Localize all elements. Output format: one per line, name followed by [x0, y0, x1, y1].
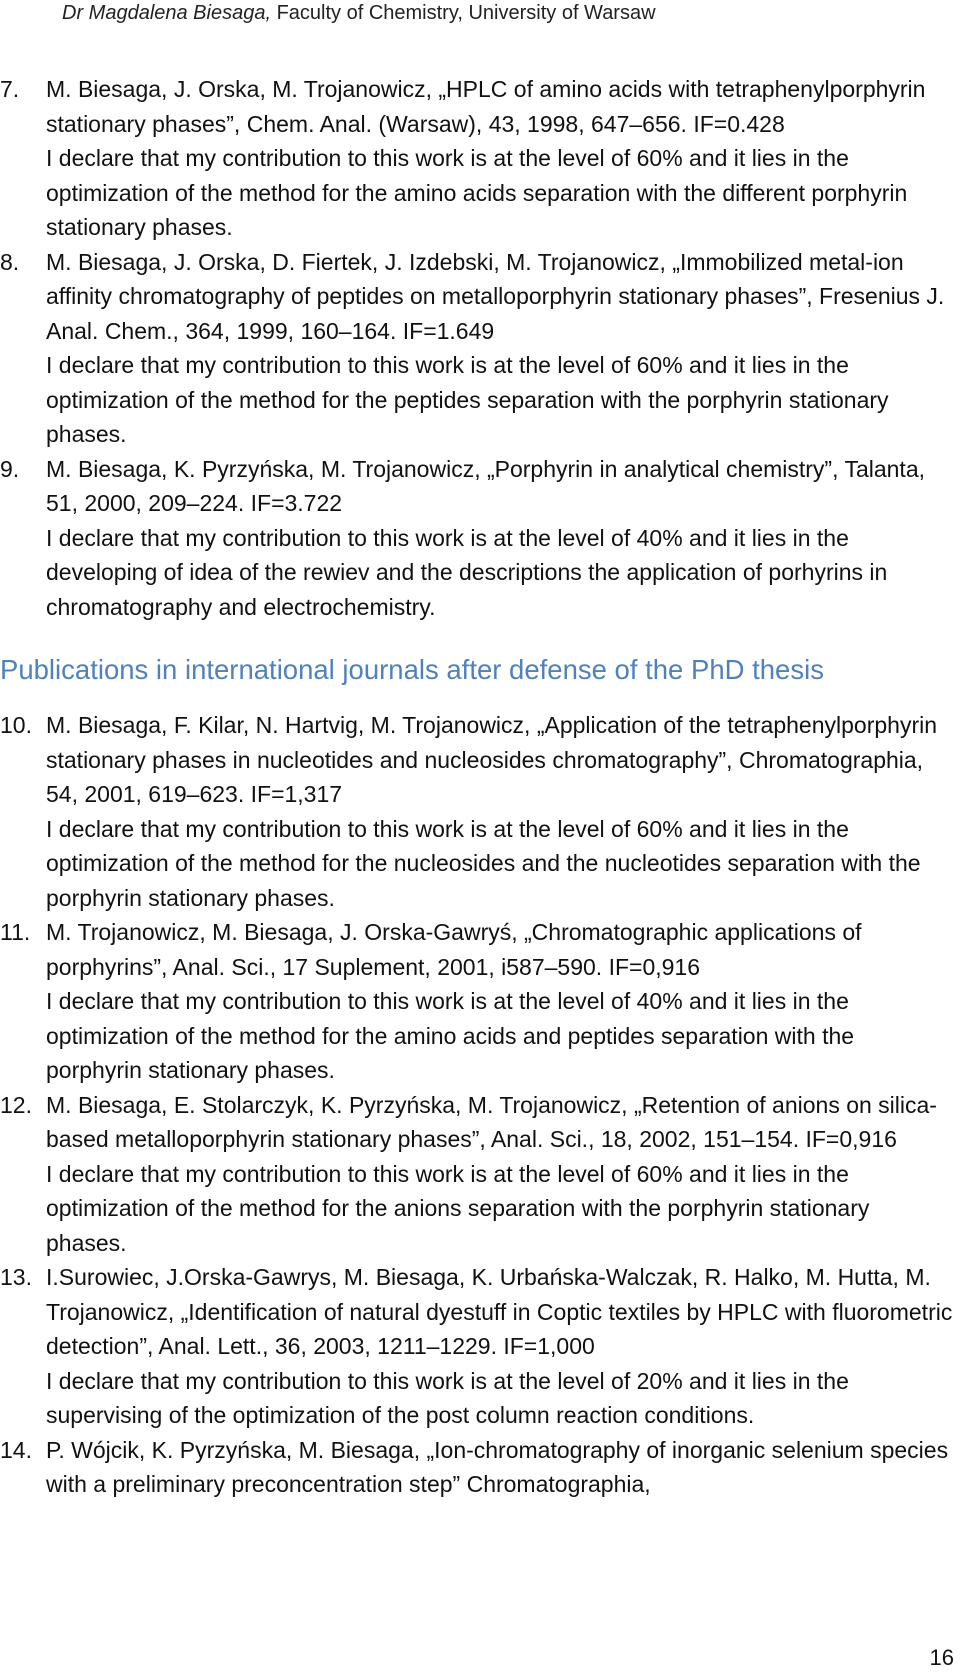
publication-entry-7 [0, 72, 960, 245]
entry-body [46, 708, 960, 915]
publication-entry-12 [0, 1088, 960, 1261]
entry-declaration: I declare that my contribution to this work is at the level of 20% and it lies in the supervising of the optimization of the post column reaction conditions. [46, 1367, 849, 1428]
entry-number: 11. [0, 919, 31, 945]
publication-list [0, 72, 960, 1502]
entry-number: 8. [0, 248, 20, 275]
entry-body [46, 1260, 960, 1433]
publication-entry-13 [0, 1260, 960, 1433]
entry-number: 13. [0, 1264, 32, 1290]
entry-number: 9. [0, 455, 20, 482]
entry-declaration: I declare that my contribution to this work is at the level of 60% and it lies in the optimization of the method for the anions separation with the porphyrin stationary phases. [46, 1160, 870, 1256]
entry-body [46, 452, 960, 625]
publications-after-phd [0, 708, 960, 1502]
entry-citation: M. Trojanowicz, M. Biesaga, J. Orska-Gawryś, „Chromatographic applications of porphyrins”, Anal. Sci., 17 Suplement, 2001, i587–590. IF=0,916 [46, 919, 862, 980]
entry-number: 12. [0, 1091, 32, 1118]
entry-body [46, 1433, 960, 1502]
entry-declaration: I declare that my contribution to this work is at the level of 40% and it lies in the developing of idea of the rewiev and the descriptions the application of porhyrins in chromatography and electrochemistry. [46, 524, 888, 620]
header-author: Dr Magdalena Biesaga, [62, 2, 272, 24]
publication-entry-8 [0, 245, 960, 452]
entry-body [46, 1088, 960, 1261]
publication-entry-11 [0, 915, 960, 1088]
entry-citation: P. Wójcik, K. Pyrzyńska, M. Biesaga, „Ion-chromatography of inorganic selenium species with a preliminary preconcentration step” Chromatographia, [46, 1436, 949, 1497]
entry-citation: M. Biesaga, F. Kilar, N. Hartvig, M. Trojanowicz, „Application of the tetraphenylporphyrin stationary phases in nucleotides and nucleosides chromatography”, Chromatographia, 54, 2001, 619–623. IF=1,317 [46, 712, 938, 807]
entry-declaration: I declare that my contribution to this work is at the level of 40% and it lies in the optimization of the method for the amino acids and peptides separation with the porphyrin stationary phases. [46, 988, 855, 1083]
page-number: 16 [929, 1645, 954, 1670]
publication-entry-9 [0, 452, 960, 625]
header-affiliation: Faculty of Chemistry, University of Warsaw [271, 2, 656, 24]
entry-citation: M. Biesaga, J. Orska, D. Fiertek, J. Izdebski, M. Trojanowicz, „Immobilized metal-ion affinity chromatography of peptides on metalloporphyrin stationary phases”, Fresenius J. Anal. Chem., 364, 1999, 160–164. IF=1.649 [46, 248, 945, 344]
entry-number: 10. [0, 712, 32, 738]
entry-number: 7. [0, 76, 20, 102]
entry-citation: M. Biesaga, J. Orska, M. Trojanowicz, „HPLC of amino acids with tetraphenylporphyrin stationary phases”, Chem. Anal. (Warsaw), 43, 1998, 647–656. IF=0.428 [46, 76, 926, 137]
entry-body [46, 72, 960, 245]
entry-citation: I.Surowiec, J.Orska-Gawrys, M. Biesaga, K. Urbańska-Walczak, R. Halko, M. Hutta, M. Trojanowicz, „Identification of natural dyestuff in Coptic textiles by HPLC with fluorometric detection”, Anal. Lett., 36, 2003, 1211–1229. IF=1,000 [46, 1264, 953, 1359]
publication-entry-10 [0, 708, 960, 915]
entry-citation: M. Biesaga, K. Pyrzyńska, M. Trojanowicz, „Porphyrin in analytical chemistry”, Talanta, 51, 2000, 209–224. IF=3.722 [46, 455, 926, 516]
entry-citation: M. Biesaga, E. Stolarczyk, K. Pyrzyńska, M. Trojanowicz, „Retention of anions on silica-based metalloporphyrin stationary phases”, Anal. Sci., 18, 2002, 151–154. IF=0,916 [46, 1091, 937, 1152]
publication-entry-14 [0, 1433, 960, 1502]
entry-body [46, 915, 960, 1088]
entry-body [46, 245, 960, 452]
entry-declaration: I declare that my contribution to this work is at the level of 60% and it lies in the optimization of the method for the nucleosides and the nucleotides separation with the porphyrin stationary phases. [46, 815, 921, 911]
section-heading: Publications in international journals after defense of the PhD thesis [0, 654, 824, 685]
publications-before-phd [0, 72, 960, 624]
entry-declaration: I declare that my contribution to this work is at the level of 60% and it lies in the optimization of the method for the amino acids separation with the different porphyrin stationary phases. [46, 145, 908, 240]
entry-number: 14. [0, 1436, 32, 1463]
entry-declaration: I declare that my contribution to this work is at the level of 60% and it lies in the optimization of the method for the peptides separation with the porphyrin stationary phases. [46, 352, 889, 447]
running-header [62, 0, 656, 26]
